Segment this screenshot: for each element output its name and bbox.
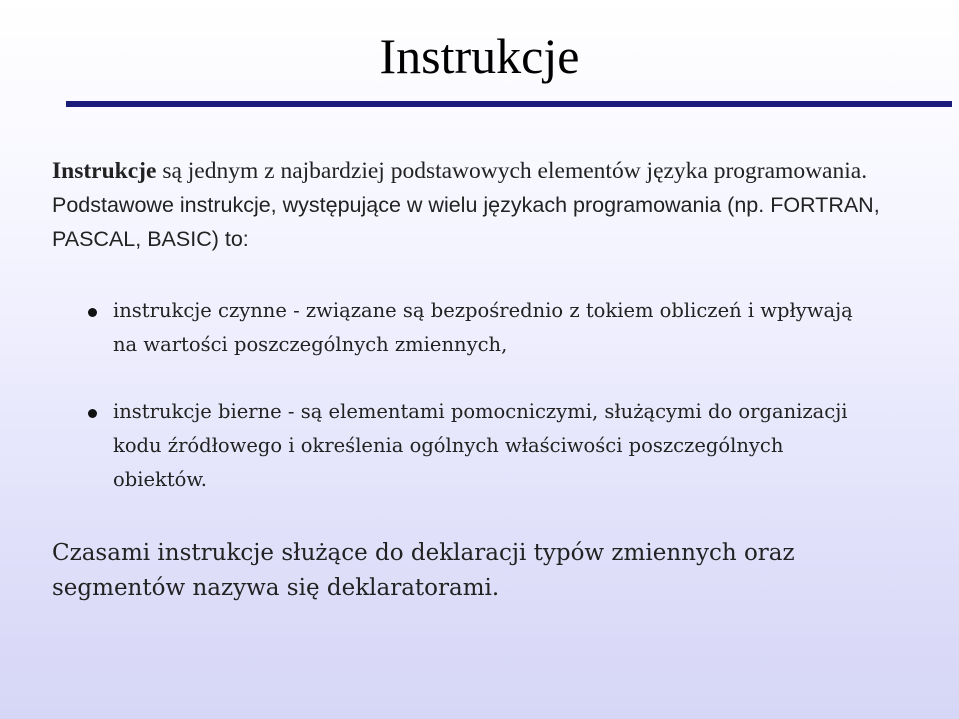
outro-paragraph: Czasami instrukcje służące do deklaracji typów zmiennych oraz segmentów nazywa się deklaratorami. — [52, 540, 795, 601]
bullet-icon — [88, 409, 97, 418]
bullet-item-active-instructions: instrukcje czynne - związane są bezpośrednio z tokiem obliczeń i wpływają na wartości poszczególnych zmiennych, — [113, 299, 853, 356]
title-underline — [66, 101, 952, 107]
slide-title: Instrukcje — [379, 28, 580, 84]
intro-keyword: Instrukcje — [52, 158, 157, 184]
bullet-icon — [88, 308, 97, 317]
intro-paragraph — [52, 154, 902, 256]
bullet-item-passive-instructions: instrukcje bierne - są elementami pomocniczymi, służącymi do organizacji kodu źródłowego i określenia ogólnych właściwości poszczególnych obiektów. — [113, 400, 848, 491]
intro-text-serif: są jednym z najbardziej podstawowych elementów języka programowania. — [156, 158, 868, 184]
intro-text-sans: Podstawowe instrukcje, występujące w wielu językach programowania (np. FORTRAN, PASCAL, BASIC) to: — [52, 193, 880, 251]
